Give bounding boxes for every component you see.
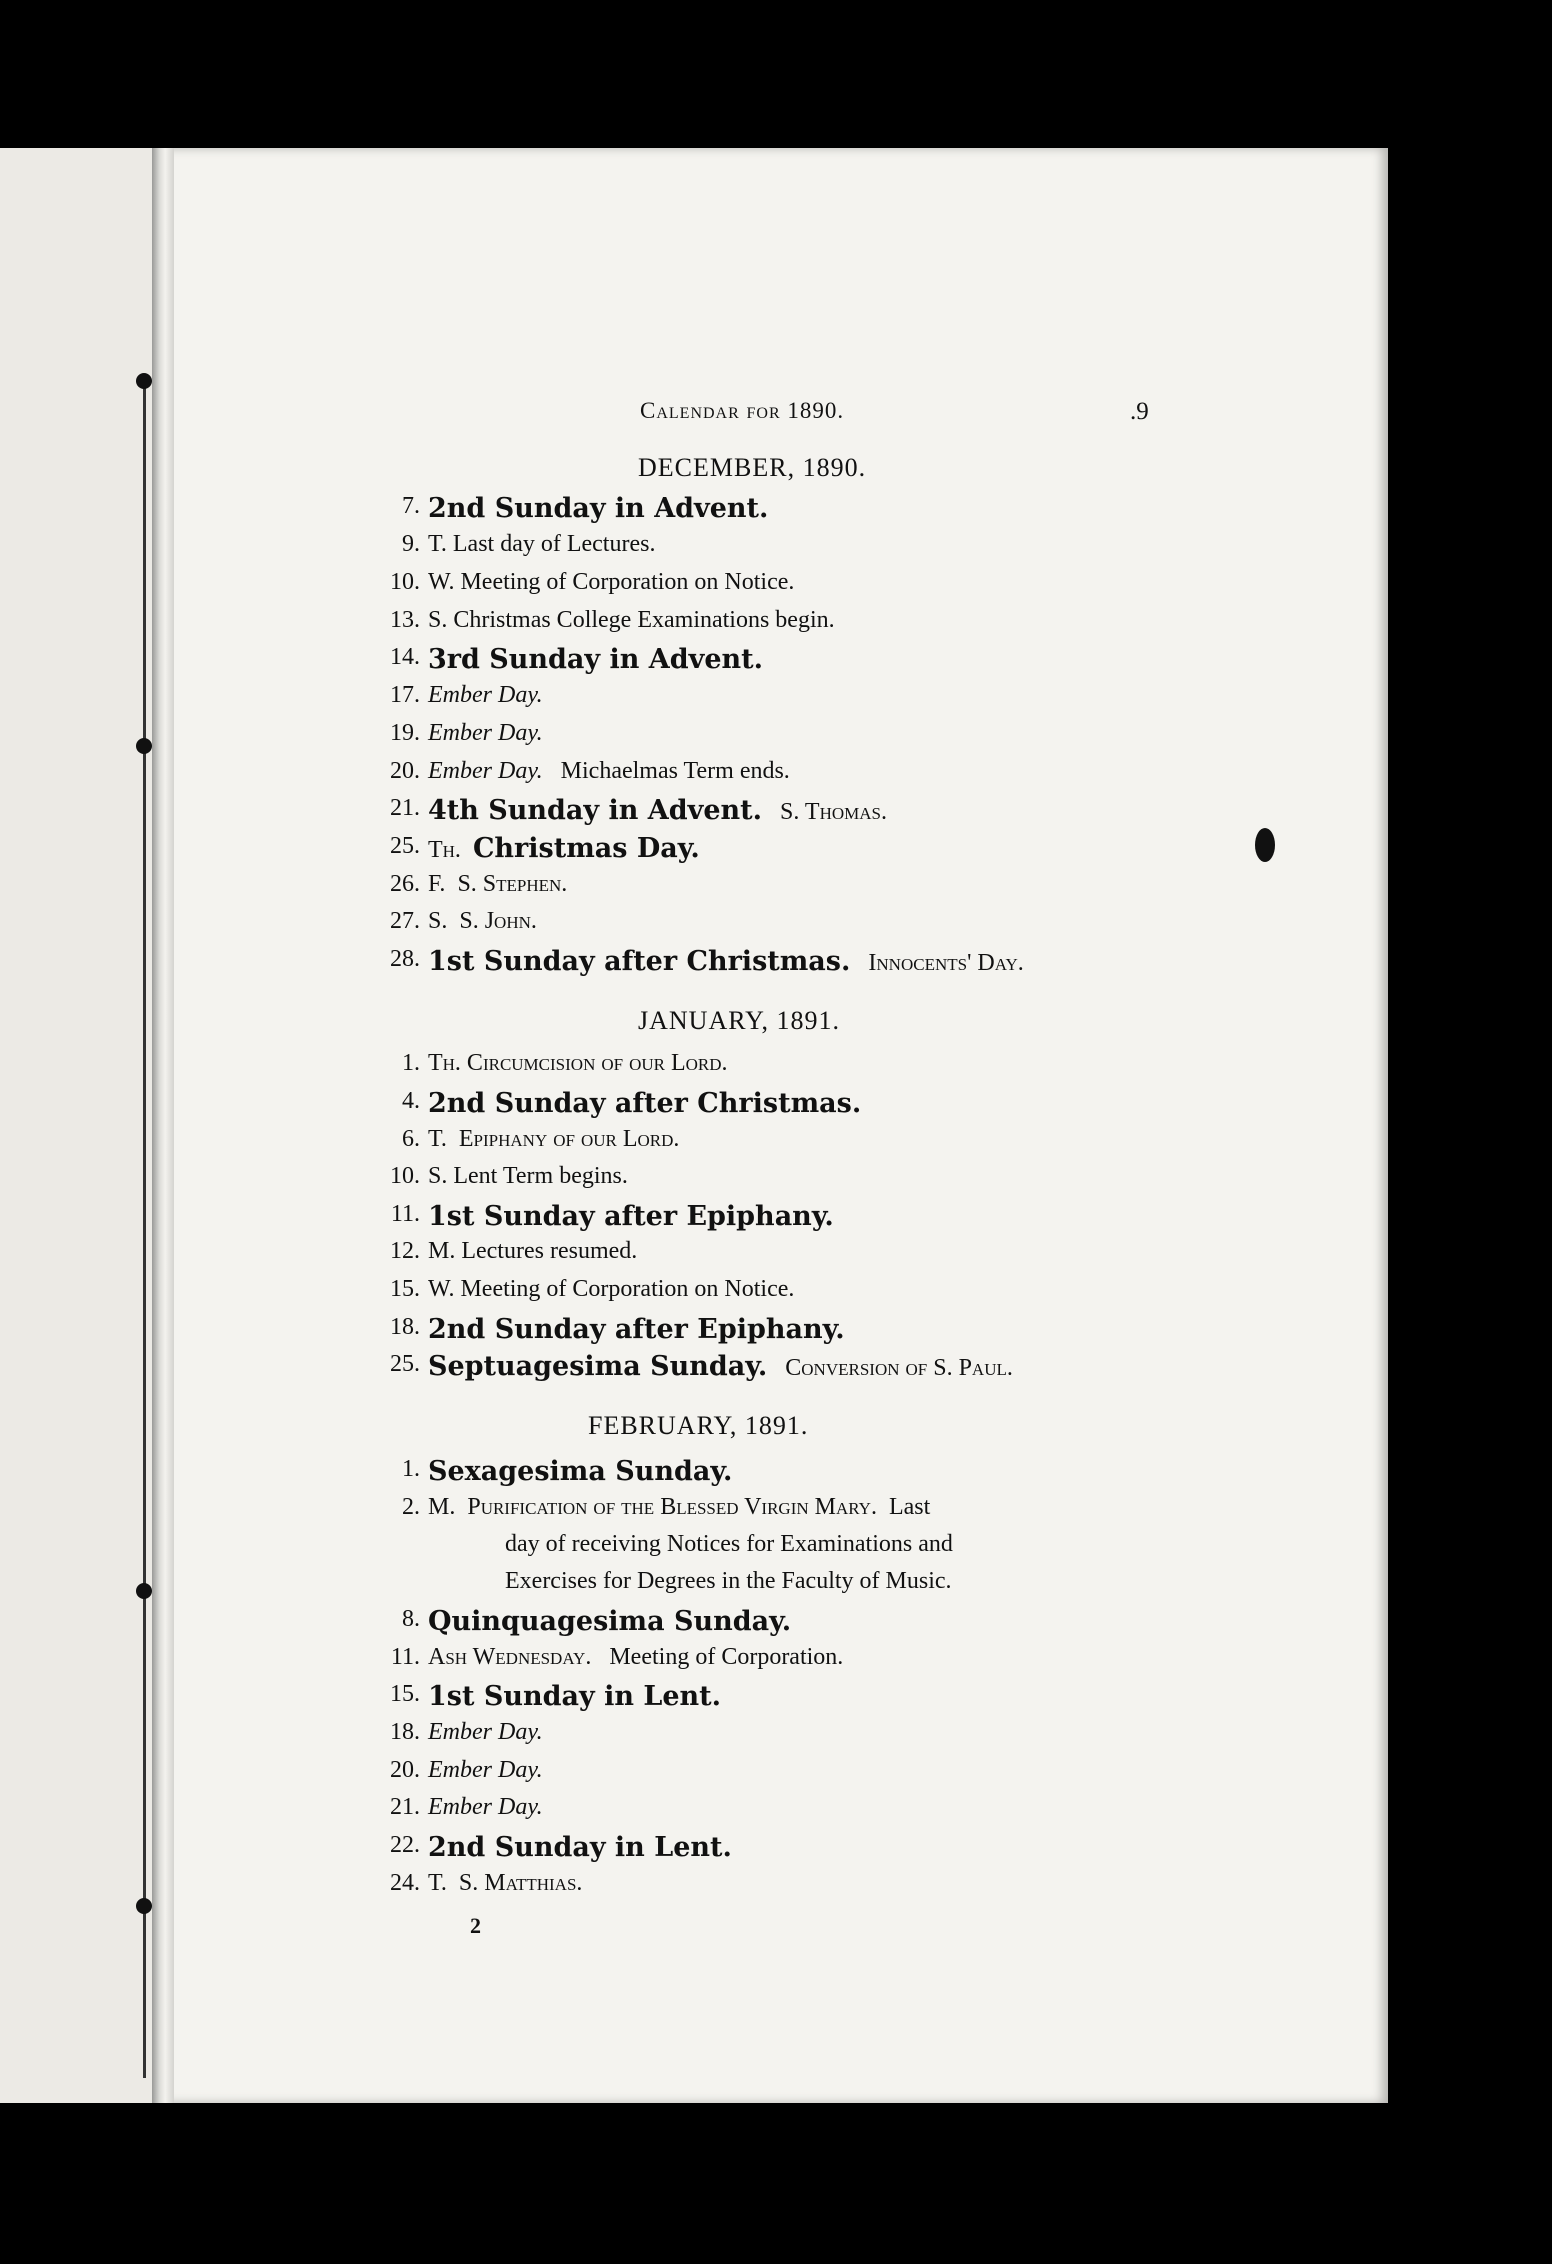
- running-header: [0, 398, 1388, 438]
- header-title: Calendar for 1890.: [640, 398, 845, 423]
- ink-blot: [1255, 828, 1275, 862]
- month-heading-february: FEBRUARY, 1891.: [588, 1411, 809, 1440]
- page-number: .9: [1130, 398, 1149, 425]
- book-page: Calendar for 1890. .9 DECEMBER, 1890. 7. 2nd Sunday in Advent. 9. T. Last day of Lectures. 10. W. Meeting of Corporation on Notice. 13. S. Christmas College Examinations begin. 14. 3rd Sunday in Advent. 17. Ember Day. 19. Ember Day. 20. Ember Day. Michaelmas Term ends. 21. 4th Sunday in Advent. S. Thomas. 25. Th. Christmas Day. 26. F. S. Stephen. 27. S. S. John. 28. 1st Sunday after Christmas. Innocents' Day. JANUARY, 1891. 1. Th. Circumcision of our Lord. 4. 2nd Sunday after Christmas. 6. T. Epiphany of our Lord. 10. S. Lent Term begins. 11. 1st Sunday after Epiphany. 12. M. Lectures resumed. 15. W. Meeting of Corporation on Notice. 18. 2nd Sunday after Epiphany. 25. Septuagesima Sunday. Conversion of S. Paul. FEBRUARY, 1891. 1. Sexagesima Sunday. 2. M. Purification of the Blessed Virgin Mary. Last day of receiving Notices for Examinations and Exercises for Degrees in the Faculty of Music. 8. Quinquagesima Sunday. 11. Ash Wednesday. Meeting of Corporation. 15. 1st Sunday in Lent. 18. Ember Day. 20. Ember Day. 21. Ember Day. 22. 2nd Sunday in Lent. 24. T. S. Matthias. 2: [0, 148, 1388, 2103]
- entry-continuation: day of receiving Notices for Examinations and: [505, 1531, 953, 1557]
- month-heading-january: JANUARY, 1891.: [638, 1006, 841, 1035]
- thread-knot: [136, 1583, 152, 1599]
- thread-knot: [136, 1898, 152, 1914]
- thread-knot: [136, 373, 152, 389]
- signature-mark: 2: [470, 1913, 481, 1938]
- month-heading-december: DECEMBER, 1890.: [638, 453, 867, 482]
- entry-continuation: Exercises for Degrees in the Faculty of Music.: [505, 1568, 952, 1594]
